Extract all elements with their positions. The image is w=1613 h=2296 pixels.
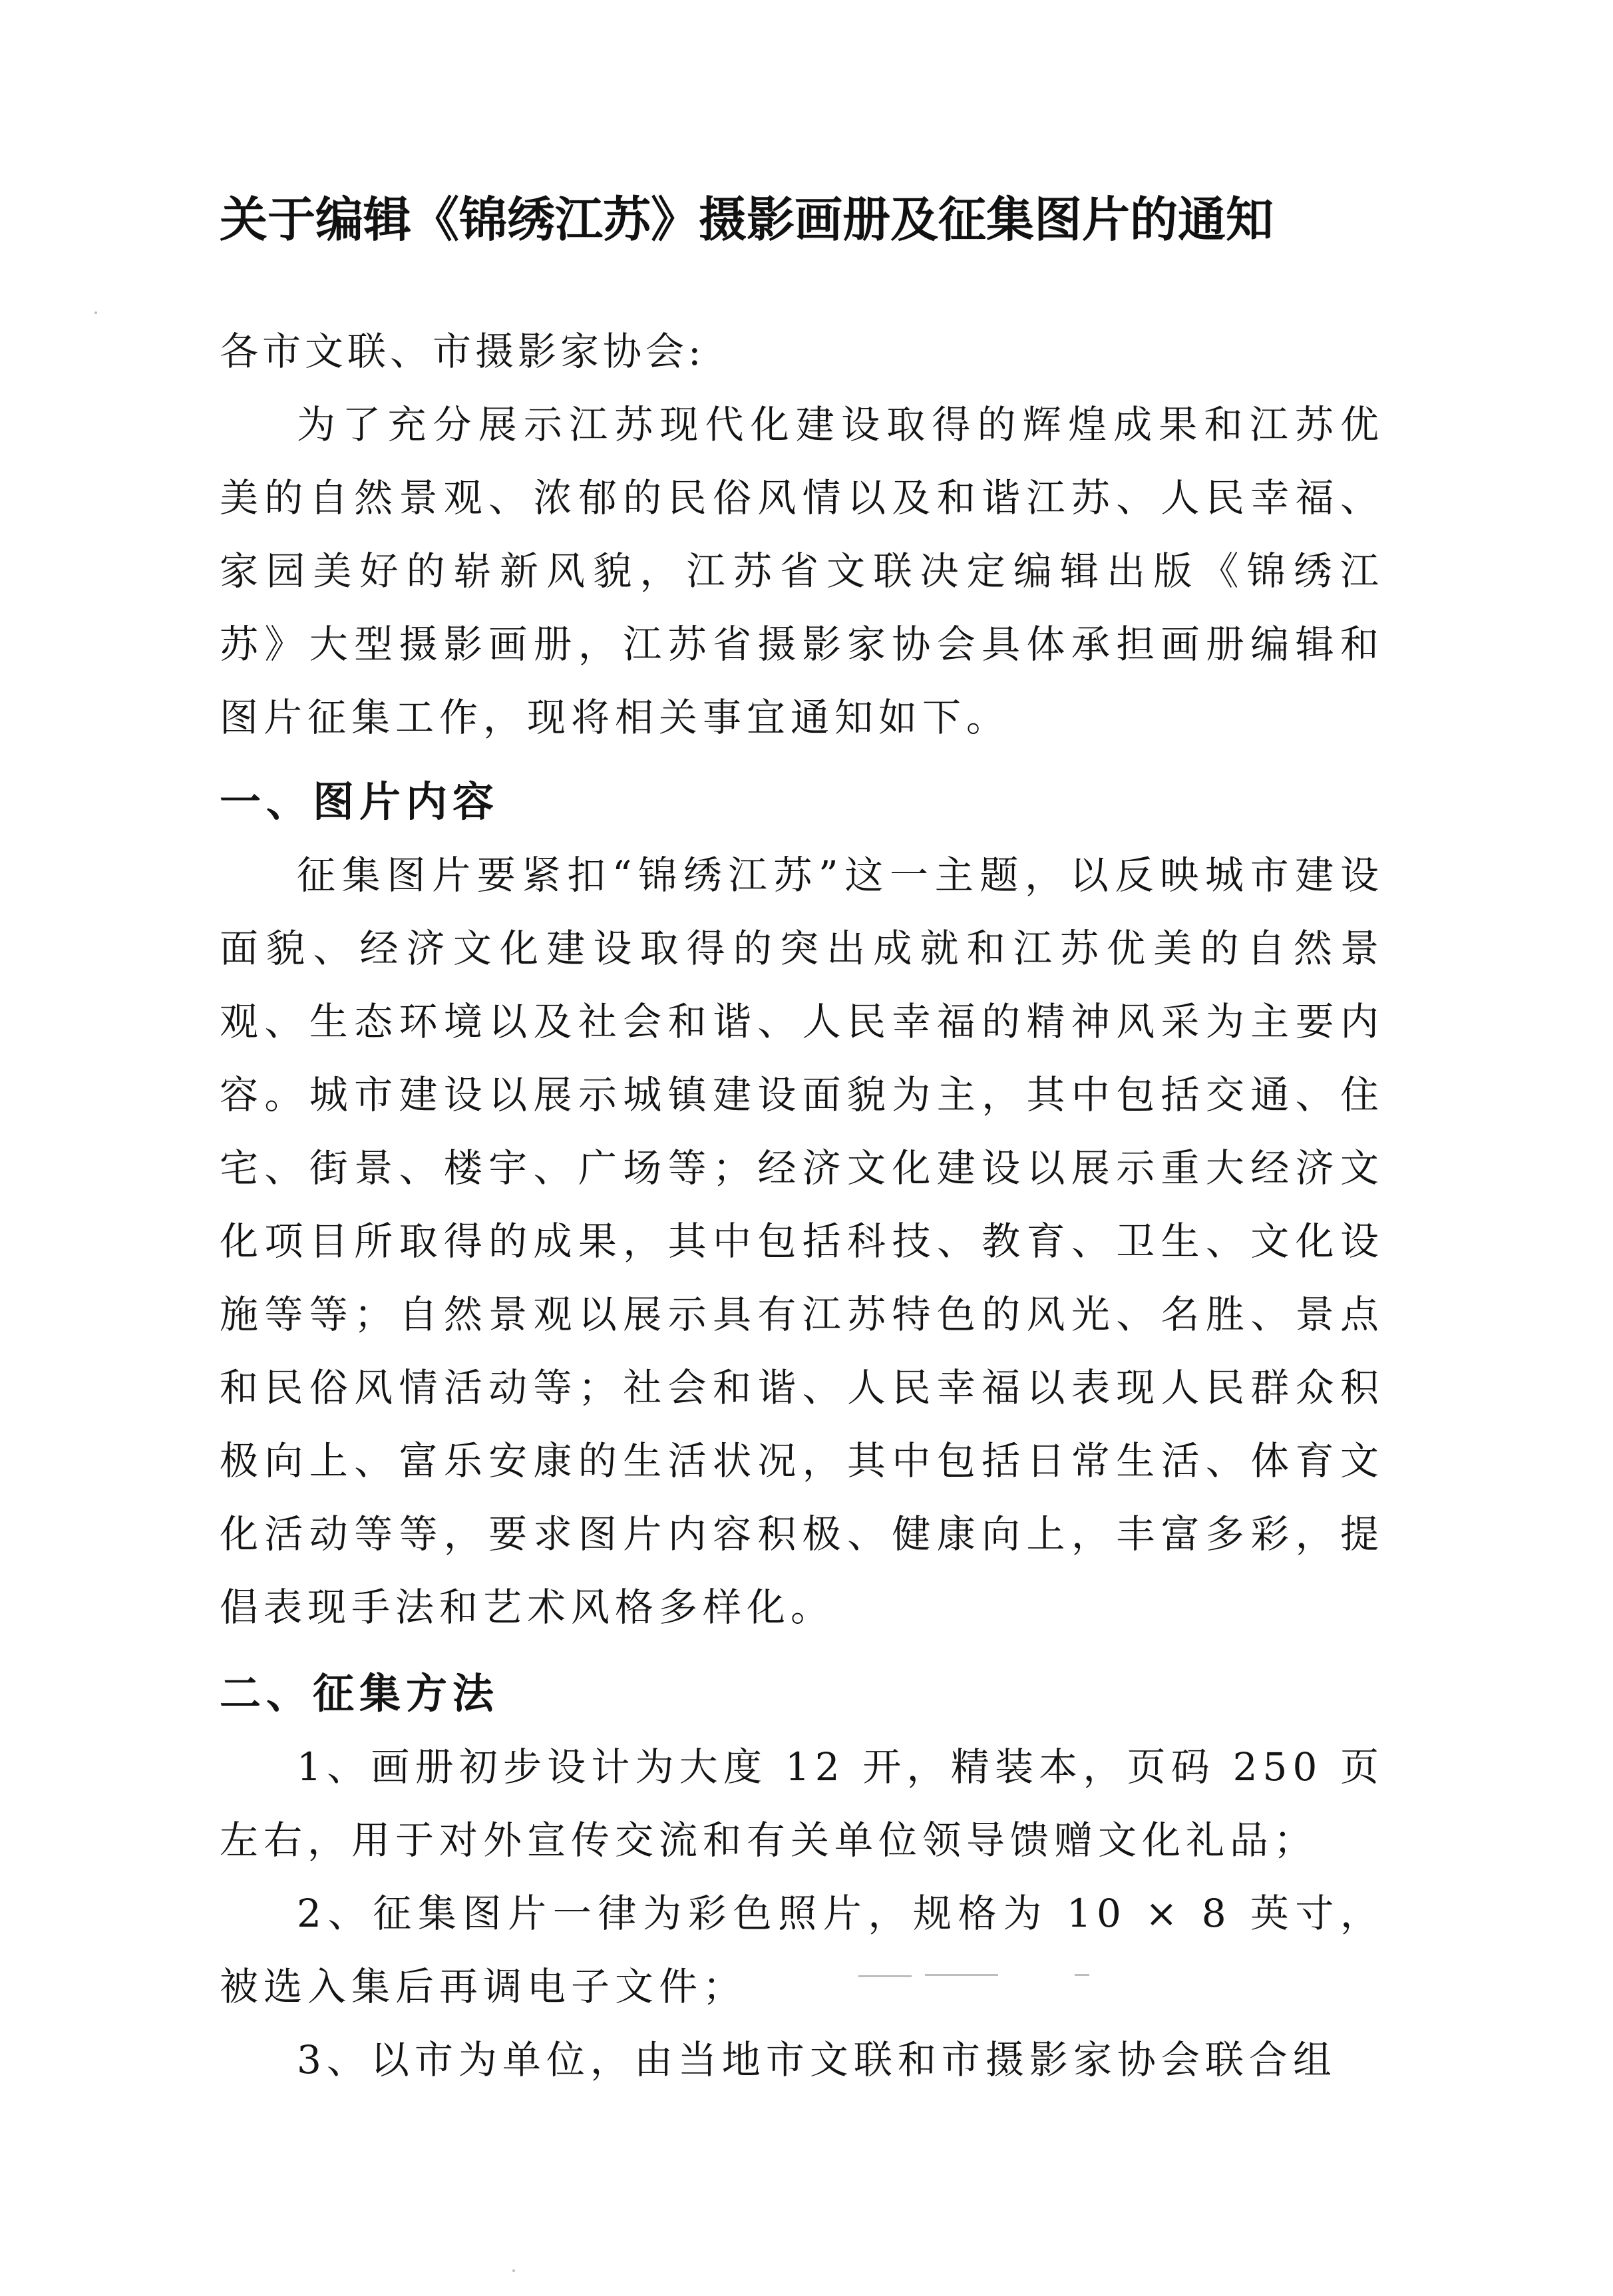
salutation: 各市文联、市摄影家协会: — [220, 329, 705, 374]
method-item-2: 2、征集图片一律为彩色照片，规格为 10 × 8 英寸，被选入集后再调电子文件； — [220, 1891, 1384, 2009]
scan-dot — [94, 311, 97, 314]
section-heading-content: 一、图片内容 — [220, 777, 500, 826]
scan-dot — [512, 2269, 515, 2272]
section-heading-method: 二、征集方法 — [220, 1669, 500, 1718]
scan-dash — [1075, 1974, 1089, 1976]
intro-paragraph: 为了充分展示江苏现代化建设取得的辉煌成果和江苏优美的自然景观、浓郁的民俗风情以及和谐江苏、人民幸福、家园美好的崭新风貌，江苏省文联决定编辑出版《锦绣江苏》大型摄影画册，江苏省摄影家协会具体承担画册编辑和图片征集工作，现将相关事宜通知如下。 — [220, 402, 1384, 740]
document-title: 关于编辑《锦绣江苏》摄影画册及征集图片的通知 — [220, 192, 1274, 248]
scan-dash — [858, 1975, 912, 1977]
section-content-paragraph: 征集图片要紧扣“锦绣江苏”这一主题，以反映城市建设面貌、经济文化建设取得的突出成就和江苏优美的自然景观、生态环境以及社会和谐、人民幸福的精神风采为主要内容。城市建设以展示城镇建设面貌为主，其中包括交通、住宅、街景、楼宇、广场等；经济文化建设以展示重大经济文化项目所取得的成果，其中包括科技、教育、卫生、文化设施等等；自然景观以展示具有江苏特色的风光、名胜、景点和民俗风情活动等；社会和谐、人民幸福以表现人民群众积极向上、富乐安康的生活状况，其中包括日常生活、体育文化活动等等，要求图片内容积极、健康向上，丰富多彩，提倡表现手法和艺术风格多样化。 — [220, 853, 1384, 1630]
method-item-3: 3、以市为单位，由当地市文联和市摄影家协会联合组 — [297, 2037, 1337, 2082]
scan-dash — [925, 1974, 998, 1976]
method-item-1: 1、画册初步设计为大度 12 开，精装本，页码 250 页左右，用于对外宣传交流和有关单位领导馈赠文化礼品； — [220, 1744, 1384, 1863]
